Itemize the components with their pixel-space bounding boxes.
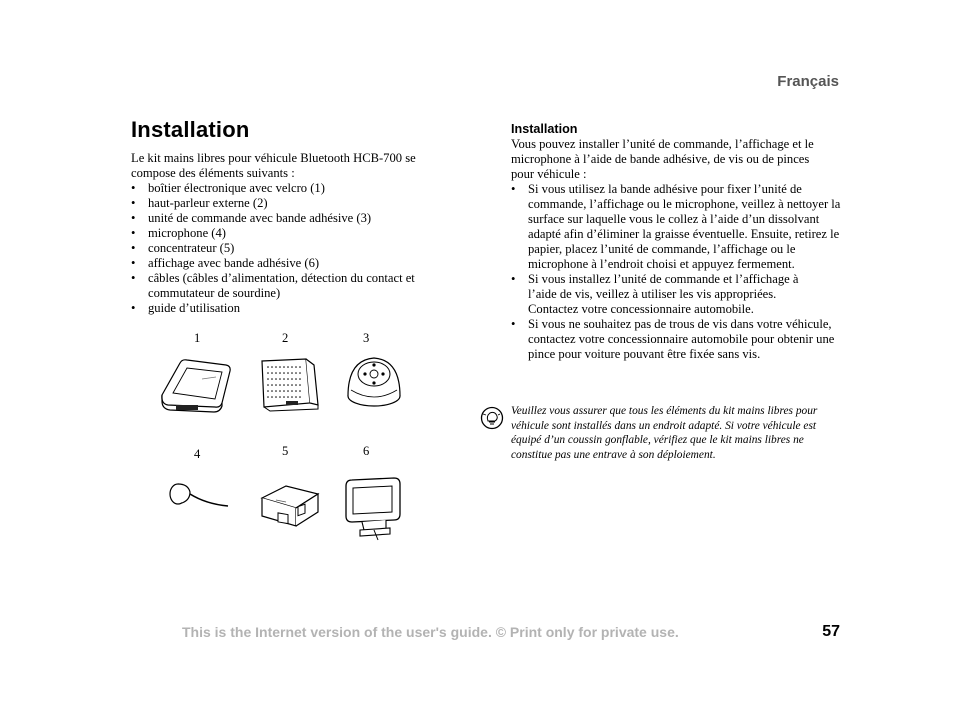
- display-illustration: [340, 470, 406, 542]
- list-item: • câbles (câbles d’alimentation, détection du contact et commutateur de sourdine): [131, 271, 433, 301]
- list-item: • haut-parleur externe (2): [131, 196, 461, 211]
- installation-list: [511, 182, 841, 362]
- left-column: [131, 151, 461, 316]
- page-number: 57: [822, 623, 840, 640]
- list-item: • boîtier électronique avec velcro (1): [131, 181, 461, 196]
- list-item: • Si vous ne souhaitez pas de trous de vis dans votre véhicule, contactez votre concessionnaire automobile pour obtenir une pince pour voiture pouvant être fixée sans vis.: [511, 317, 841, 362]
- figure-label-4: 4: [194, 447, 201, 461]
- note-text: Veuillez vous assurer que tous les éléments du kit mains libres pour véhicule sont installés dans un endroit adapté. Si votre véhicule est équipé d’un coussin gonflable, vérifiez que le kit mains libres ne constitue pas une entrave à son déploiement.: [511, 405, 818, 461]
- contents-list: [131, 181, 461, 316]
- hub-illustration: [256, 482, 324, 530]
- figure-label-6: 6: [363, 444, 370, 458]
- figure-label-2: 2: [282, 331, 289, 345]
- figure-label-5: 5: [282, 444, 289, 458]
- right-column: [511, 122, 841, 362]
- control-unit-illustration: [343, 352, 405, 414]
- speaker-illustration: [256, 355, 324, 413]
- list-item: • Si vous installez l’unité de commande et l’affichage à l’aide de vis, veillez à utiliser les vis appropriées. Contactez votre concessionnaire automobile.: [511, 272, 823, 317]
- footer-notice: This is the Internet version of the user's guide. © Print only for private use.: [182, 624, 679, 640]
- list-item: • microphone (4): [131, 226, 461, 241]
- section-heading: Installation: [511, 122, 578, 136]
- list-item: • guide d’utilisation: [131, 301, 461, 316]
- microphone-illustration: [166, 476, 232, 512]
- page-title: Installation: [131, 117, 250, 142]
- figure-label-1: 1: [194, 331, 201, 345]
- list-item: • concentrateur (5): [131, 241, 461, 256]
- list-item: • unité de commande avec bande adhésive (3): [131, 211, 461, 226]
- list-item: • Si vous utilisez la bande adhésive pour fixer l’unité de commande, l’affichage ou le microphone, veillez à nettoyer la surface sur laquelle vous le collez à l’aide d’un dissolvant adapté afin d’éliminer la graisse éventuelle. Ensuite, retirez le papier, placez l’unité de commande, l’affichage ou le microphone à l’endroit choisi et appuyez fermement.: [511, 182, 841, 272]
- language-label: Français: [777, 73, 839, 90]
- list-item: • affichage avec bande adhésive (6): [131, 256, 461, 271]
- electronics-box-illustration: [156, 355, 236, 417]
- intro-text: Le kit mains libres pour véhicule Bluetooth HCB-700 se compose des éléments suivants :: [131, 151, 416, 180]
- figure-label-3: 3: [363, 331, 370, 345]
- section-intro: Vous pouvez installer l’unité de commande, l’affichage et le microphone à l’aide de bande adhésive, de vis ou de pinces pour véhicule :: [511, 137, 814, 181]
- note-icon: [480, 406, 504, 430]
